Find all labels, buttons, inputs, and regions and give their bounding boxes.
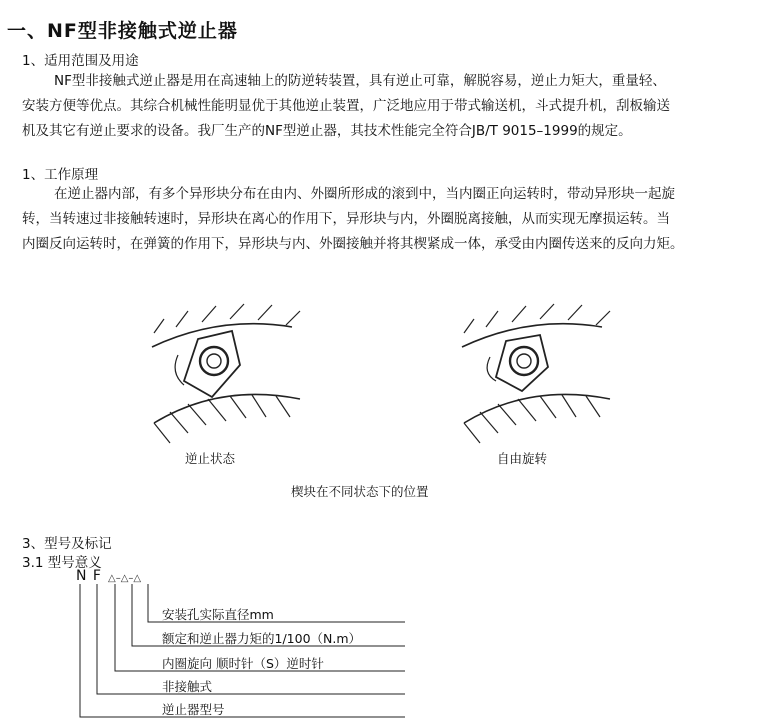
paragraph-line: 内圈反向运转时，在弹簧的作用下，异形块与内、外圈接触并将其楔紧成一体，承受由内圈传送来的反向力矩。: [22, 236, 684, 252]
legend-item-rotation: 内圈旋向 顺时针（S）逆时针: [162, 656, 324, 671]
model-placeholders: △–△–△: [108, 573, 142, 584]
paragraph-line: 机及其它有逆止要求的设备。我厂生产的NF型逆止器，其技术性能完全符合JB/T 9015–1999的规定。: [22, 123, 632, 139]
paragraph-line: NF型非接触式逆止器是用在高速轴上的防逆转装置，具有逆止可靠，解脱容易，逆止力矩大，重量轻、: [54, 73, 666, 89]
paragraph-line: 安装方便等优点。其综合机械性能明显优于其他逆止装置，广泛地应用于带式输送机，斗式提升机，刮板输送: [22, 98, 670, 114]
legend-item-model: 逆止器型号: [162, 702, 225, 717]
section-heading-application: 1、适用范围及用途: [22, 53, 139, 69]
legend-item-torque: 额定和逆止器力矩的1/100（N.m）: [162, 631, 362, 646]
legend-item-non-contact: 非接触式: [162, 679, 213, 694]
figure-label-locked: 逆止状态: [185, 451, 236, 466]
section-subheading-model-meaning: 3.1 型号意义: [22, 555, 102, 571]
legend-item-bore-diameter: 安装孔实际直径mm: [162, 607, 274, 622]
page-title: 一、NF型非接触式逆止器: [7, 20, 238, 42]
paragraph-line: 在逆止器内部，有多个异形块分布在由内、外圈所形成的滚到中，当内圈正向运转时，带动异形块一起旋: [54, 186, 675, 202]
section-heading-model: 3、型号及标记: [22, 536, 112, 552]
paragraph-line: 转，当转速过非接触转速时，异形块在离心的作用下，异形块与内，外圈脱离接触，从而实现无摩损运转。当: [22, 211, 670, 227]
model-code: N F: [76, 568, 102, 584]
figure-label-free: 自由旋转: [497, 451, 548, 466]
figure-caption: 楔块在不同状态下的位置: [291, 484, 429, 499]
section-heading-principle: 1、工作原理: [22, 167, 99, 183]
